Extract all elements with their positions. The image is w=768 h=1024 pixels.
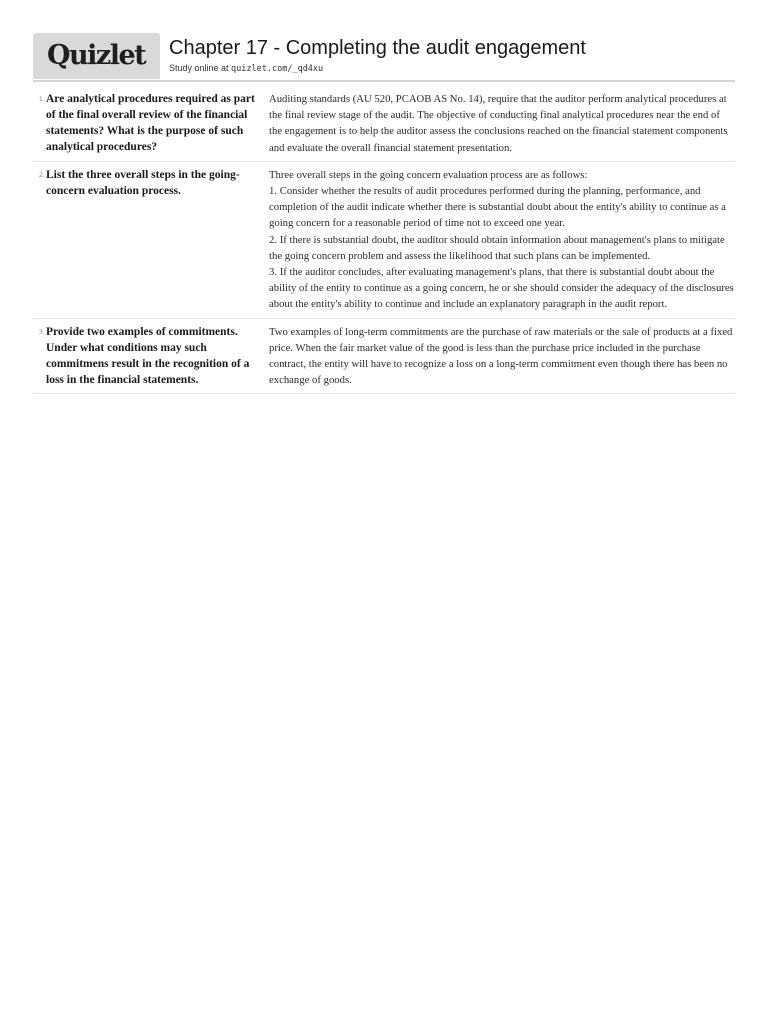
card-definition: [269, 324, 735, 389]
term-column: [33, 324, 269, 389]
definition-line: 3. If the auditor concludes, after evaluating management's plans, that there is substantial doubt about the ability of the entity to continue as a going concern, he or she should consider the adequacy of the disclosures about the entity's ability to continue and include an explanatory paragraph in the audit report.: [269, 266, 734, 311]
flashcard: [33, 88, 735, 162]
page-title: Chapter 17 - Completing the audit engagement: [169, 37, 586, 59]
logo-text: Quizlet: [47, 40, 146, 71]
card-term: Provide two examples of commitments. Under what conditions may such commitmens result in the recognition of a loss in the financial statements.: [46, 325, 250, 386]
card-number: 2.: [38, 170, 45, 179]
card-definition: [269, 167, 735, 313]
flashcard-list: [33, 88, 735, 396]
study-url-link[interactable]: quizlet.com/_qd4xu: [231, 64, 324, 74]
definition-line: Three overall steps in the going concern evaluation process are as follows:: [269, 168, 588, 181]
card-number: 3.: [38, 327, 45, 336]
definition-line: Auditing standards (AU 520, PCAOB AS No. 14), require that the auditor perform analytical procedures at the final review stage of the audit. The objective of conducting final analytical procedures near the end of the engagement is to help the auditor assess the conclusions reached on the financial statement components and evaluate the overall financial statement presentation.: [269, 93, 728, 154]
definition-line: 2. If there is substantial doubt, the auditor should obtain information about management's plans to mitigate the going concern problem and assess the likelihood that such plans can be implemented.: [269, 233, 725, 262]
flashcard: [33, 164, 735, 319]
card-definition: [269, 91, 735, 156]
header: [33, 33, 735, 82]
study-prefix: Study online at: [169, 63, 232, 73]
flashcard: [33, 321, 735, 395]
definition-line: 1. Consider whether the results of audit procedures performed during the planning, performance, and completion of the audit indicate whether there is substantial doubt about the entity's ability to continue as a going concern for a reasonable period of time not to exceed one year.: [269, 185, 726, 230]
quizlet-logo[interactable]: [33, 33, 160, 79]
card-term: Are analytical procedures required as part of the final overall review of the financial statements? What is the purpose of such analytical procedures?: [46, 93, 255, 153]
card-term: List the three overall steps in the going-concern evaluation process.: [46, 168, 240, 197]
term-column: [33, 91, 269, 156]
study-online-line: [169, 62, 323, 75]
card-number: 1.: [38, 95, 45, 103]
term-column: [33, 167, 269, 313]
definition-line: Two examples of long-term commitments are the purchase of raw materials or the sale of products at a fixed price. When the fair market value of the good is less than the purchase price included in the purchase contract, the entity will have to recognize a loss on a long-term commitment even though there has been no exchange of goods.: [269, 325, 733, 387]
